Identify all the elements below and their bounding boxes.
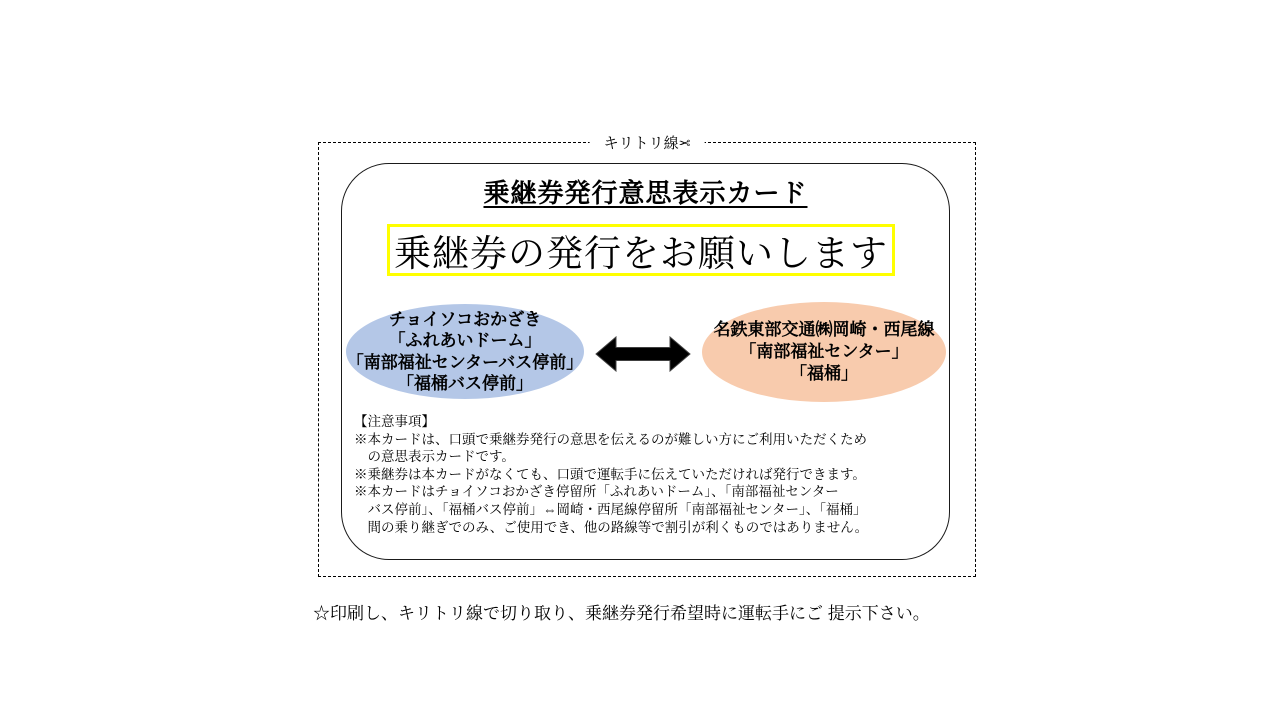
choisoko-line: チョイソコおかざき [388,309,542,329]
notes-section [354,413,868,536]
choisoko-line: 「南部福祉センターバス停前」 [346,352,584,372]
choisoko-stops-ellipse [346,304,584,399]
meitetsu-stops-ellipse [702,302,946,402]
note-line: ※乗継券は本カードがなくても、口頭で運転手に伝えていただければ発行できます。 [354,466,866,482]
notes-heading: 【注意事項】 [354,414,435,429]
note-line: ※本カードは、口頭で乗継券発行の意思を伝えるのが難しい方にご利用いただくため [354,431,867,447]
note-line: の意思表示カードです。 [354,449,515,465]
footer-instruction: ☆印刷し、キリトリ線で切り取り、乗継券発行希望時に運転手にご 提示下さい。 [313,604,930,623]
note-line: ※本カードはチョイソコおかざき停留所「ふれあいドーム」、「南部福祉センター [354,484,839,500]
meitetsu-line: 名鉄東部交通㈱岡崎・西尾線 [713,320,935,339]
note-line: 間の乗り継ぎでのみ、ご使用でき、他の路線等で割引が利くものではありません。 [354,519,869,535]
scissors-icon: ✂ [678,135,691,151]
meitetsu-stops-text [714,319,935,385]
choisoko-stops-text [347,309,583,395]
main-message-box [387,224,895,276]
double-arrow-icon [595,336,691,372]
card-title [342,173,949,210]
choisoko-line: 「ふれあいドーム」 [388,331,542,350]
main-message-text: 乗継券の発行をお願いします [394,233,888,274]
meitetsu-line: 「福桶」 [790,364,858,383]
cut-line-border [318,135,976,577]
choisoko-line: 「福桶バス停前」 [396,374,533,393]
transfer-intent-card [341,163,950,560]
meitetsu-line: 「南部福祉センター」 [739,342,909,361]
cut-line-label [590,132,705,153]
note-line: バス停前」、「福桶バス停前」⇔岡崎・西尾線停留所「南部福祉センター」、「福桶」 [354,501,867,517]
cut-line-text: キリトリ線 [603,135,679,152]
card-title-text: 乗継券発行意思表示カード [483,178,808,208]
